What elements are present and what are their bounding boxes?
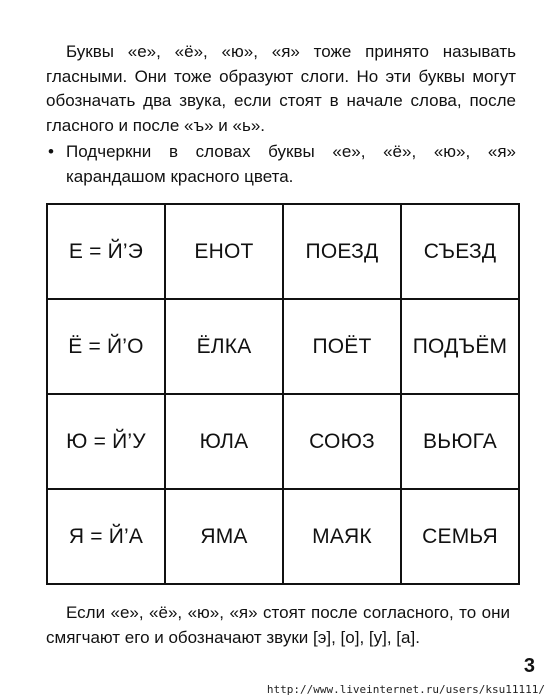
watermark-url: http://www.liveinternet.ru/users/ksu11111/: [266, 683, 545, 696]
table-cell: ЮЛА: [165, 394, 283, 489]
page-number: 3: [523, 655, 535, 677]
bullet-icon: •: [48, 142, 54, 161]
table-row: [47, 299, 519, 394]
table-cell: Ё = Й’О: [47, 299, 165, 394]
table-cell: ПОЁТ: [283, 299, 401, 394]
task-instruction: [46, 140, 516, 189]
table-cell: Ю = Й’У: [47, 394, 165, 489]
table-cell: ЁЛКА: [165, 299, 283, 394]
table-cell: СЪЕЗД: [401, 204, 519, 299]
task-text: Подчеркни в словах буквы «е», «ё», «ю», «я» карандашом красного цвета.: [66, 142, 516, 186]
table-row: [47, 489, 519, 584]
table-cell: ВЬЮГА: [401, 394, 519, 489]
table-cell: ПОЕЗД: [283, 204, 401, 299]
table-cell: Я = Й’А: [47, 489, 165, 584]
table-cell: Е = Й’Э: [47, 204, 165, 299]
table-cell: ЯМА: [165, 489, 283, 584]
table-row: [47, 204, 519, 299]
outro-paragraph: Если «е», «ё», «ю», «я» стоят после согласного, то они смягчают его и обозначают звуки [э], [о], [у], [а].: [46, 603, 510, 647]
letters-table: [46, 203, 520, 585]
table-cell: СЕМЬЯ: [401, 489, 519, 584]
table-row: [47, 394, 519, 489]
intro-paragraph: Буквы «е», «ё», «ю», «я» тоже принято называть гласными. Они тоже образуют слоги. Но эти буквы могут обозначать два звука, если стоят в начале слова, после гласного и после «ъ» и «ь».: [46, 42, 516, 135]
table-cell: МАЯК: [283, 489, 401, 584]
table-cell: ЕНОТ: [165, 204, 283, 299]
table-cell: ПОДЪЁМ: [401, 299, 519, 394]
table-cell: СОЮЗ: [283, 394, 401, 489]
